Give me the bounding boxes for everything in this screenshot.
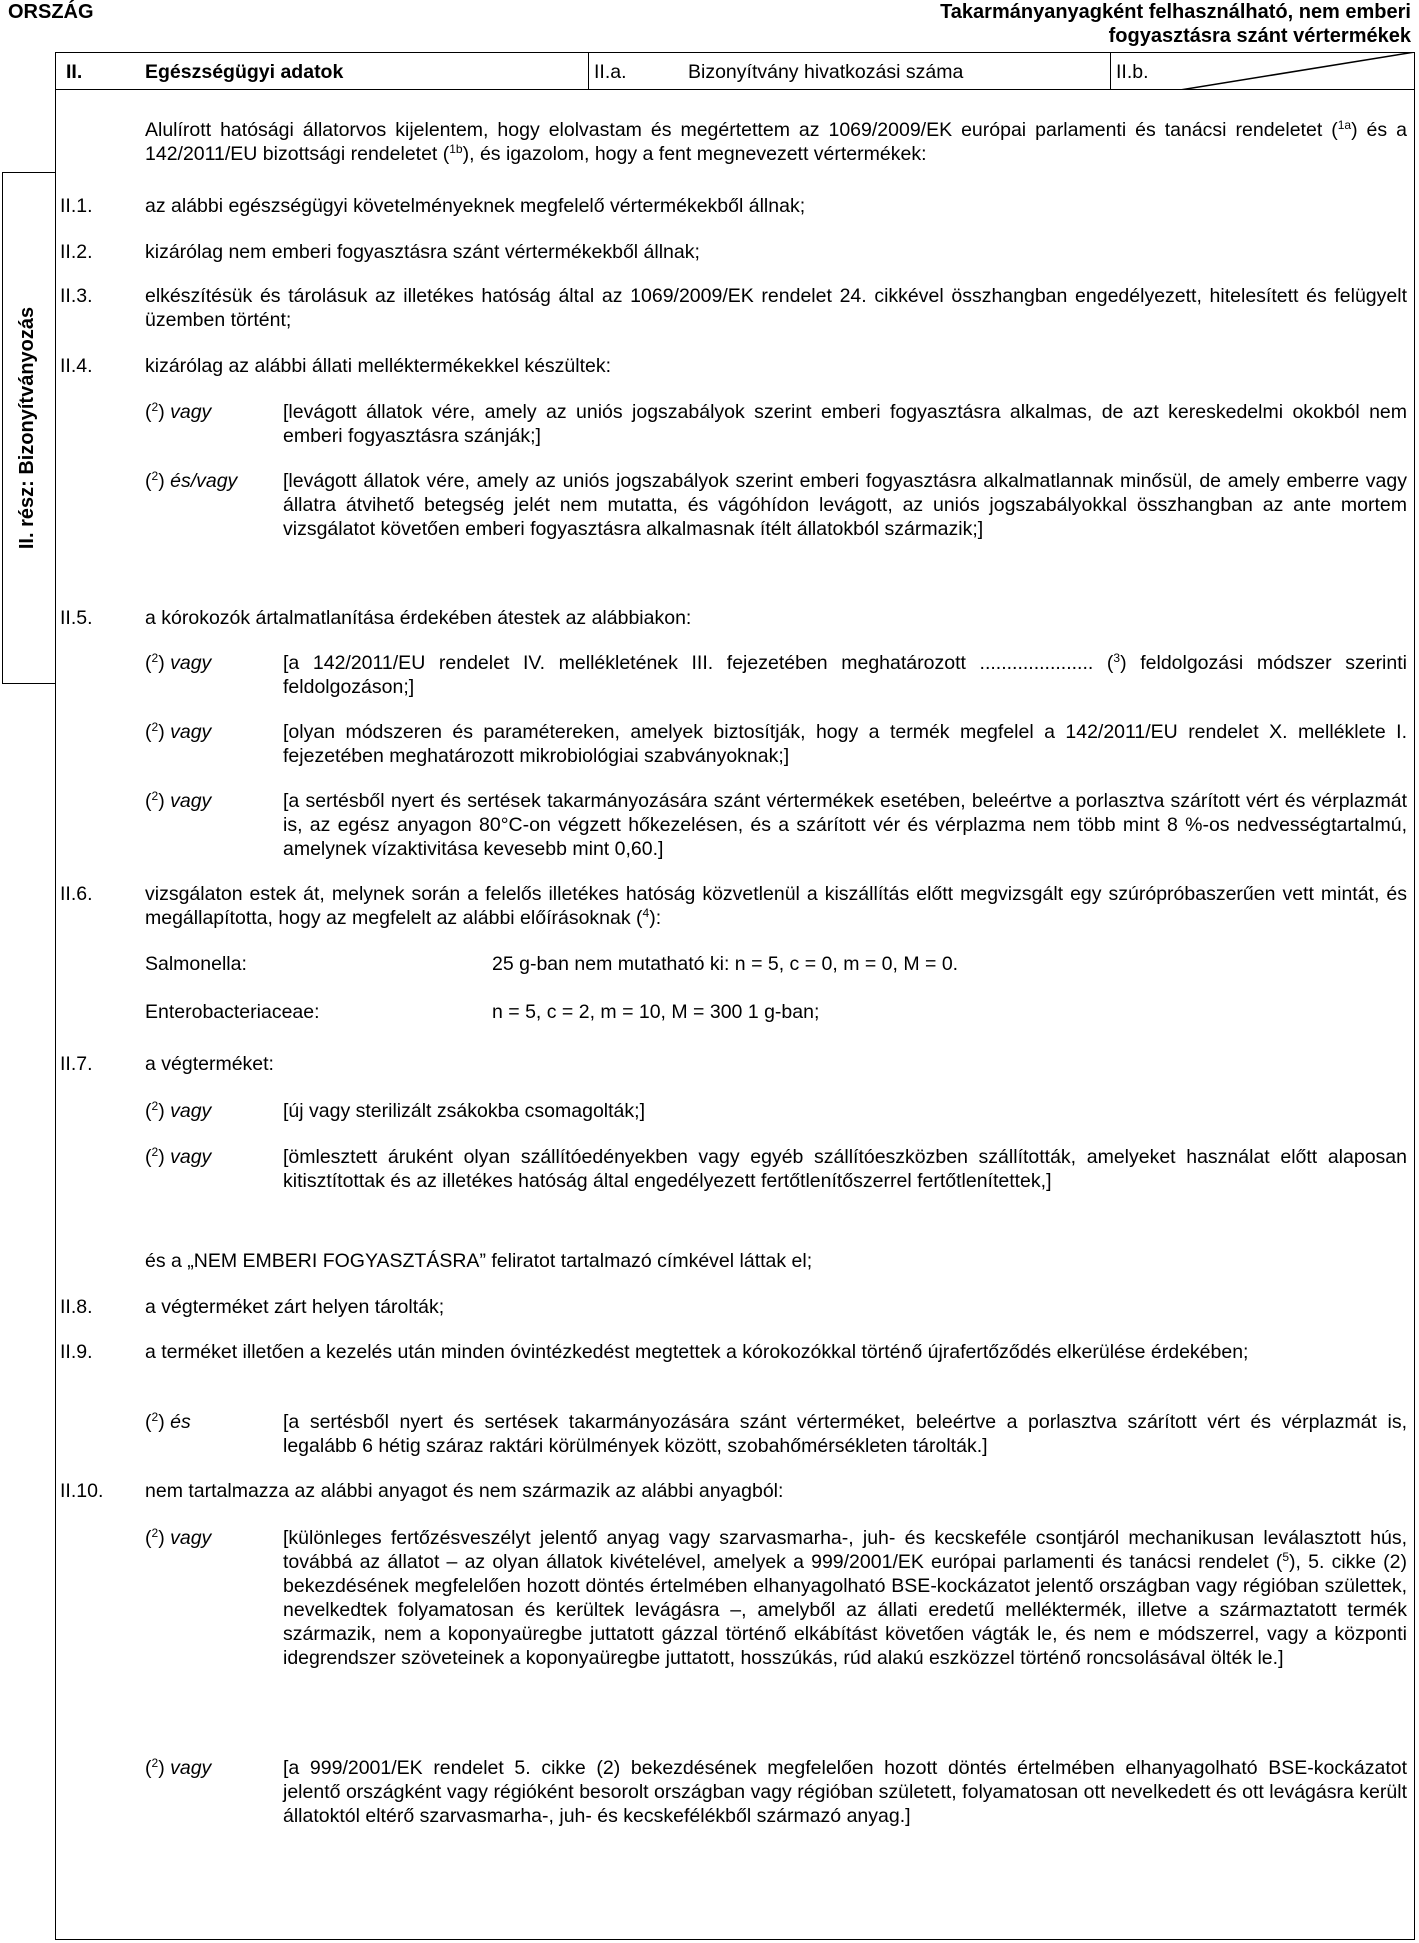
item-number: II.1. — [60, 195, 93, 217]
criterion-value: 25 g-ban nem mutatható ki: n = 5, c = 0, m = 0, M = 0. — [492, 953, 959, 975]
item-number: II.5. — [60, 607, 93, 629]
item-number: II.2. — [60, 241, 93, 263]
option-label: ($^2$) vagy — [145, 400, 212, 423]
item-text: nem tartalmazza az alábbi anyagot és nem származik az alábbi anyagból: — [145, 1480, 784, 1502]
item-text: vizsgálaton estek át, melynek során a felelős illetékes hatóság közvetlenül a kiszállítás előtt megvizsgált egy szúrópróbaszerűen vett mintát, és megállapította, hogy az megfelelt az alábbi előírásoknak ($^4$): — [145, 883, 1407, 929]
item-text: a kórokozók ártalmatlanítása érdekében átestek az alábbiakon: — [145, 607, 692, 629]
option-text: [ömlesztett áruként olyan szállítóedényekben vagy egyéb szállítóeszközben szállították, amelyeket használat előtt alaposan kitisztítottak és az illetékes hatóság által engedélyezett fertőtlenítőszerrel fertőtlenítettek,] — [283, 1146, 1407, 1192]
option-label: ($^2$) és — [145, 1410, 191, 1433]
diagonal-strike-line — [1180, 52, 1415, 90]
criterion-label: Salmonella: — [145, 953, 247, 975]
option-text: [a 999/2001/EK rendelet 5. cikke (2) bekezdésének megfelelően hozott döntés értelmében elhanyagolható BSE-kockázatot jelentő országként vagy régióként besorolt országban vagy régióban született, folyamatosan ott nevelkedett és ott levágásra került állatoktól eltérő szarvasmarha-, juh- és kecskefélékből származó anyag.] — [283, 1757, 1407, 1827]
item-number: II.7. — [60, 1053, 93, 1075]
item-text: az alábbi egészségügyi követelményeknek megfelelő vértermékekből állnak; — [145, 195, 806, 217]
item-number: II.8. — [60, 1296, 93, 1318]
part-sidebar-label: II. rész: Bizonyítványozás — [16, 306, 38, 550]
option-label: ($^2$) vagy — [145, 1145, 212, 1168]
item-text: elkészítésük és tárolásuk az illetékes hatóság által az 1069/2009/EK rendelet 24. cikkével összhangban engedélyezett, hitelesített és felügyelt üzemben történt; — [145, 285, 1407, 331]
cert-ref-number: II.a. — [594, 61, 627, 83]
item-text: kizárólag nem emberi fogyasztásra szánt vértermékekből állnak; — [145, 241, 700, 263]
option-text: [új vagy sterilizált zsákokba csomagolták;] — [283, 1100, 645, 1122]
item-number: II.3. — [60, 285, 93, 307]
item-number: II.4. — [60, 355, 93, 377]
option-text: [levágott állatok vére, amely az uniós jogszabályok szerint emberi fogyasztásra alkalmatlannak minősül, de amely emberre vagy állatra átvihető betegség jelét nem mutatta, és vágóhídon levágott, az uniós jogszabályokkal összhangban az ante mortem vizsgálatot követően emberi fogyasztásra alkalmasnak ítélt állatokból származik;] — [283, 470, 1407, 540]
item-text: a végterméket zárt helyen tárolták; — [145, 1296, 445, 1318]
country-label: ORSZÁG — [8, 1, 94, 23]
option-label: ($^2$) vagy — [145, 651, 212, 674]
section-number: II. — [66, 61, 83, 83]
item-text: kizárólag az alábbi állati melléktermékekkel készültek: — [145, 355, 612, 377]
option-text: [olyan módszeren és paramétereken, amelyek biztosítják, hogy a termék megfelel a 142/2011/EU rendelet X. melléklete I. fejezetében meghatározott mikrobiológiai szabványoknak;] — [283, 721, 1407, 767]
item-text: a terméket illetően a kezelés után minden óvintézkedést megtettek a kórokozókkal történő újrafertőződés elkerülése érdekében; — [145, 1341, 1249, 1363]
item-number: II.6. — [60, 883, 93, 905]
option-label: ($^2$) vagy — [145, 720, 212, 743]
option-label: ($^2$) vagy — [145, 1756, 212, 1779]
band-divider — [1110, 52, 1111, 90]
section-title: Egészségügyi adatok — [145, 61, 344, 83]
option-label: ($^2$) vagy — [145, 1099, 212, 1122]
option-text: [a sertésből nyert és sertések takarmányozására szánt vérterméket, beleértve a porlasztva szárított vért és vérplazmát is, legalább 6 hétig száraz raktári körülmények között, szobahőmérsékleten tárolták.] — [283, 1411, 1407, 1457]
option-text: [levágott állatok vére, amely az uniós jogszabályok szerint emberi fogyasztásra alkalmas, de azt kereskedelmi okokból nem emberi fogyasztásra szánják;] — [283, 401, 1407, 447]
item-text: a végterméket: — [145, 1053, 274, 1075]
document-title-line2: fogyasztásra szánt vértermékek — [1108, 25, 1411, 47]
criterion-value: n = 5, c = 2, m = 10, M = 300 1 g-ban; — [492, 1001, 820, 1023]
intro-paragraph: Alulírott hatósági állatorvos kijelentem, hogy elolvastam és megértettem az 1069/2009/EK európai parlamenti és tanácsi rendeletet ($^{1a}$) és a 142/2011/EU bizottsági rendeletet ($^{1b}$), és igazolom, hogy a fent megnevezett vértermékek: — [145, 118, 1407, 165]
option-label: ($^2$) és/vagy — [145, 469, 238, 492]
criterion-label: Enterobacteriaceae: — [145, 1001, 320, 1023]
option-text: [a sertésből nyert és sertések takarmányozására szánt vértermékek esetében, beleértve a porlasztva szárított vért és vérplazmát is, az egész anyagon 80°C-on végzett hőkezelésen, és a szárított vér és vérplazma nem több mint 8 %-os nedvességtartalmú, amelynek vízaktivitása kevesebb mint 0,60.] — [283, 790, 1407, 860]
item-closing-text: és a „NEM EMBERI FOGYASZTÁSRA” feliratot tartalmazó címkével láttak el; — [145, 1250, 813, 1272]
option-label: ($^2$) vagy — [145, 1526, 212, 1549]
document-title-line1: Takarmányanyagként felhasználható, nem emberi — [940, 1, 1411, 23]
band-divider — [588, 52, 589, 90]
document-title — [691, 0, 1411, 48]
cert-ref-label: Bizonyítvány hivatkozási száma — [688, 61, 964, 83]
option-label: ($^2$) vagy — [145, 789, 212, 812]
item-number: II.10. — [60, 1480, 104, 1502]
option-text: [a 142/2011/EU rendelet IV. mellékletének III. fejezetében meghatározott ..................... ($^3$) feldolgozási módszer szerinti feldolgozáson;] — [283, 651, 1407, 698]
option-text: [különleges fertőzésveszélyt jelentő anyag vagy szarvasmarha-, juh- és kecskeféle csontjáról mechanikusan leválasztott hús, továbbá az állatot – az olyan állatok kivételével, amelyek a 999/2001/EK európai parlamenti és tanácsi rendelet ($^5$), 5. cikke (2) bekezdésének megfelelően hozott döntés értelmében elhanyagolható BSE-kockázatot jelentő országban vagy régióban születtek, nevelkedtek folyamatosan és kerültek levágásra –, amelyből az állati eredetű melléktermék, illetve a származtatott termék származik, nem a koponyaüregbe juttatott gázzal történő elkábítást követően vágták le, és nem e módszerrel, vagy a központi idegrendszer szöveteinek a koponyaüregbe juttatott, hosszúkás, rúd alakú eszközzel történő roncsolásával ölték le.] — [283, 1527, 1408, 1669]
item-number: II.9. — [60, 1341, 93, 1363]
section-iib-number: II.b. — [1116, 61, 1149, 83]
